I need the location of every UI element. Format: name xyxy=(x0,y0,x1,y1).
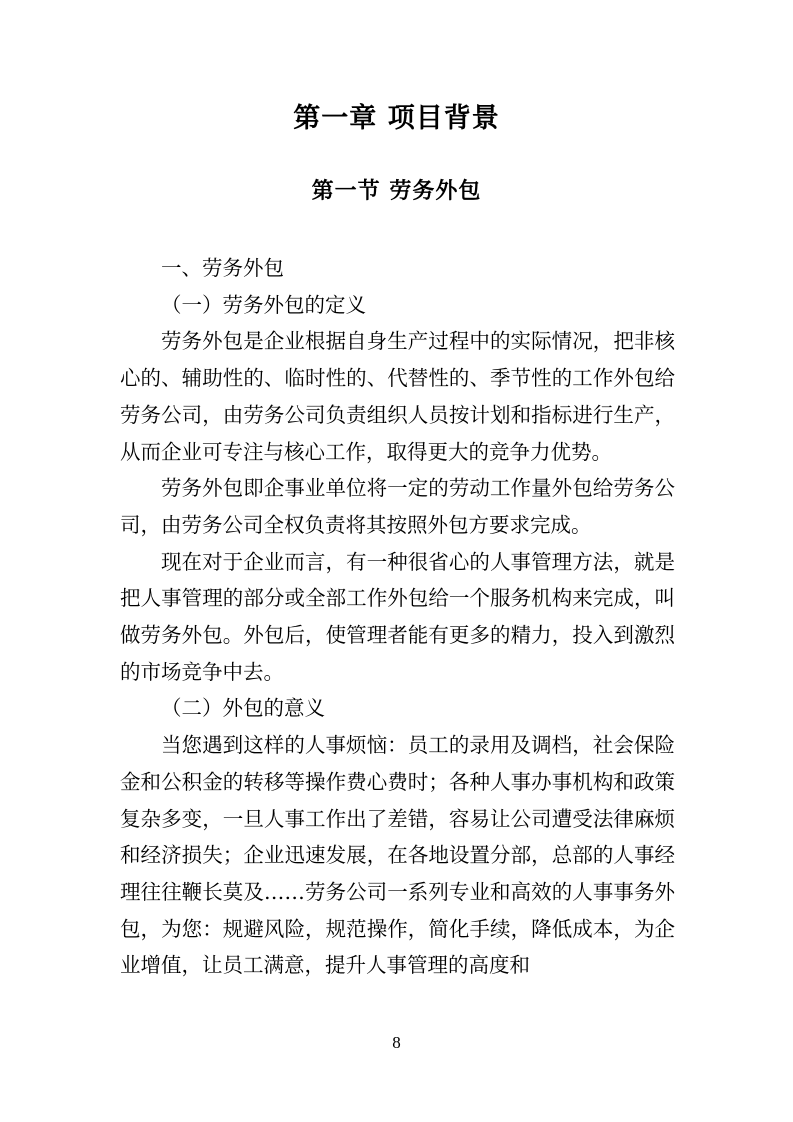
subheading-definition: （一）劳务外包的定义 xyxy=(161,292,366,317)
paragraph-description: 劳务外包即企事业单位将一定的劳动工作量外包给劳务公司，由劳务公司全权负责将其按照外包方要求完成。 xyxy=(120,476,675,537)
paragraph-significance: 当您遇到这样的人事烦恼：员工的录用及调档，社会保险金和公积金的转移等操作费心费时；各种人事办事机构和政策复杂多变，一旦人事工作出了差错，容易让公司遭受法律麻烦和经济损失；企业迅速发展，在各地设置分部，总部的人事经理往往鞭长莫及……劳务公司一系列专业和高效的人事事务外包，为您：规避风险，规范操作，简化手续，降低成本，为企业增值，让员工满意，提升人事管理的高度和 xyxy=(120,733,675,978)
paragraph-management: 现在对于企业而言，有一种很省心的人事管理方法，就是把人事管理的部分或全部工作外包给一个服务机构来完成，叫做劳务外包。外包后，使管理者能有更多的精力，投入到激烈的市场竞争中去。 xyxy=(120,549,675,684)
chapter-title: 第一章 项目背景 xyxy=(293,103,500,134)
document-body xyxy=(120,250,675,984)
paragraph-definition: 劳务外包是企业根据自身生产过程中的实际情况，把非核心的、辅助性的、临时性的、代替性的、季节性的工作外包给劳务公司，由劳务公司负责组织人员按计划和指标进行生产，从而企业可专注与核心工作，取得更大的竞争力优势。 xyxy=(120,329,675,464)
subheading-significance: （二）外包的意义 xyxy=(161,696,325,721)
section-title: 第一节 劳务外包 xyxy=(311,178,482,204)
page-number: 8 xyxy=(392,1033,401,1052)
heading-labor-outsourcing: 一、劳务外包 xyxy=(161,256,284,280)
